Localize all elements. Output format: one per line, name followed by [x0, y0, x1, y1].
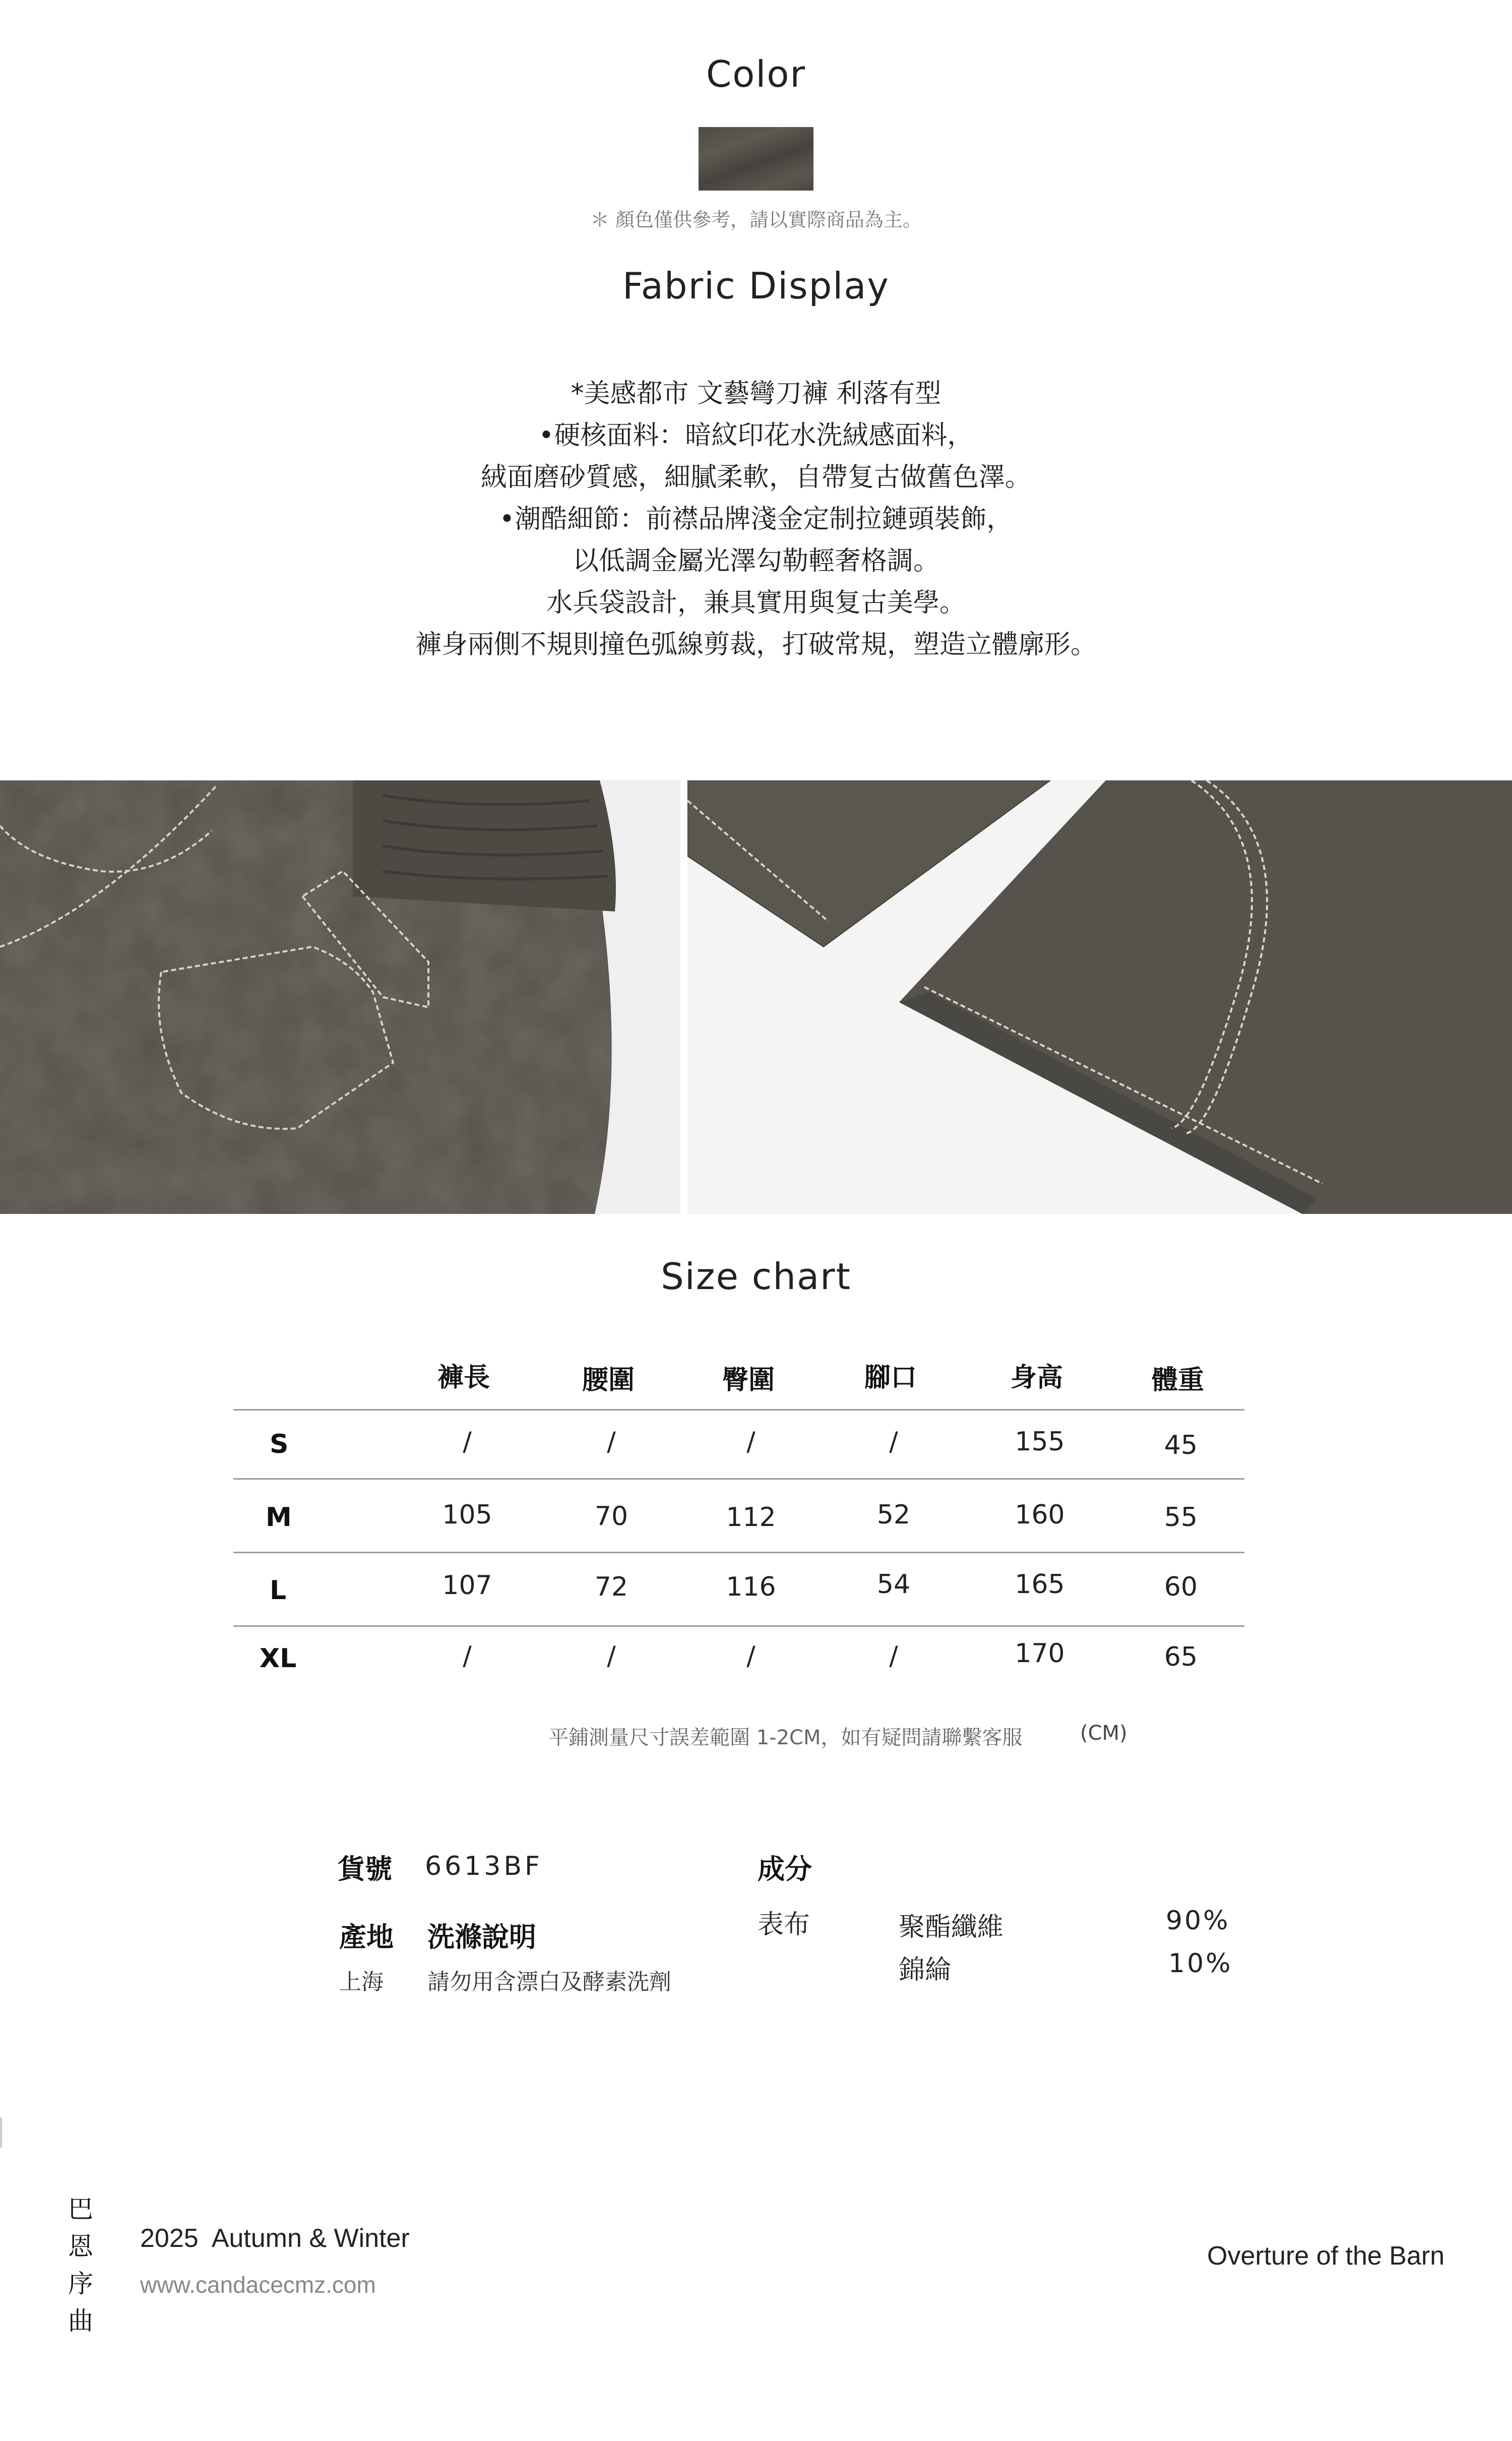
header-weight: 體重: [1152, 1365, 1205, 1395]
table-cell: /: [889, 1641, 898, 1671]
header-waist: 腰圍: [582, 1365, 635, 1395]
sku-value: 6613BF: [425, 1851, 543, 1881]
color-note: ＊ 顏色僅供參考，請以實際商品為主。: [590, 209, 922, 231]
collection-name: Overture of the Barn: [1207, 2241, 1445, 2271]
description-line: •硬核面料：暗紋印花水洗絨感面料，: [538, 420, 974, 451]
color-swatch: [699, 127, 813, 191]
origin-value: 上海: [339, 1969, 384, 1995]
origin-label: 產地: [339, 1921, 394, 1953]
composition-label: 成分: [758, 1853, 812, 1885]
description-line: *美感都市 文藝彎刀褲 利落有型: [571, 379, 941, 409]
sku-label: 貨號: [338, 1853, 392, 1885]
table-cell: 116: [726, 1572, 776, 1602]
table-divider: [233, 1478, 1244, 1480]
table-cell: /: [463, 1641, 472, 1671]
description-line: •潮酷細節：前襟品牌淺金定制拉鏈頭裝飾，: [499, 504, 1013, 534]
unit-label: (CM): [1080, 1722, 1127, 1745]
size-chart-title: Size chart: [661, 1255, 851, 1298]
fabric-description: [0, 373, 1512, 666]
description-line: 以低調金屬光澤勾勒輕奢格調。: [572, 546, 939, 576]
table-cell: 72: [594, 1572, 628, 1602]
header-hip: 臀圍: [722, 1365, 775, 1395]
description-line: 水兵袋設計，兼具實用與复古美學。: [546, 588, 966, 618]
size-label-xl: XL: [260, 1643, 297, 1674]
color-title: Color: [706, 53, 806, 95]
size-label-l: L: [270, 1575, 287, 1606]
table-cell: 155: [1015, 1427, 1065, 1457]
table-divider: [233, 1552, 1244, 1553]
header-pants-length: 褲長: [437, 1363, 490, 1393]
size-label-m: M: [266, 1502, 292, 1533]
table-cell: 45: [1164, 1430, 1198, 1460]
brand-char: 序: [68, 2269, 93, 2298]
table-cell: 107: [442, 1570, 492, 1601]
table-cell: 70: [594, 1501, 628, 1532]
care-value: 請勿用含漂白及酵素洗劑: [427, 1969, 671, 1995]
measurement-note: 平鋪測量尺寸誤差範圍 1-2CM，如有疑問請聯繫客服: [548, 1726, 1023, 1749]
website-link[interactable]: www.candacecmz.com: [140, 2272, 376, 2298]
table-cell: 170: [1015, 1638, 1065, 1669]
material-percent: 10%: [1168, 1948, 1233, 1979]
description-line: 絨面磨砂質感，細膩柔軟，自帶复古做舊色澤。: [480, 462, 1031, 493]
table-cell: 165: [1015, 1569, 1065, 1600]
table-cell: 105: [442, 1500, 492, 1530]
table-cell: 52: [876, 1500, 911, 1530]
description-line: 褲身兩側不規則撞色弧線剪裁，打破常規，塑造立體廓形。: [415, 630, 1097, 660]
care-label: 洗滌說明: [427, 1921, 536, 1953]
fabric-title: Fabric Display: [622, 265, 890, 307]
table-cell: /: [746, 1427, 755, 1457]
season-label: 2025 Autumn & Winter: [140, 2224, 410, 2253]
brand-char: 恩: [68, 2232, 93, 2261]
brand-vertical: [66, 2190, 96, 2340]
table-cell: 160: [1015, 1500, 1065, 1530]
table-cell: /: [607, 1641, 616, 1671]
edge-mark: [0, 2117, 2, 2148]
table-cell: 55: [1164, 1502, 1198, 1533]
brand-char: 曲: [68, 2306, 93, 2336]
table-cell: /: [746, 1641, 755, 1671]
table-cell: /: [889, 1427, 898, 1457]
table-divider: [233, 1625, 1244, 1627]
table-cell: 65: [1164, 1642, 1198, 1672]
material-name: 聚酯纖維: [899, 1912, 1004, 1942]
fabric-label: 表布: [758, 1910, 810, 1940]
fabric-photo-hem: [687, 780, 1512, 1214]
table-cell: 112: [726, 1502, 776, 1533]
table-divider: [233, 1409, 1244, 1411]
table-cell: 60: [1164, 1572, 1198, 1602]
fabric-photo-pocket: [0, 780, 680, 1214]
table-cell: /: [463, 1427, 472, 1457]
material-percent: 90%: [1166, 1906, 1230, 1936]
size-label-s: S: [270, 1429, 289, 1459]
brand-char: 巴: [68, 2194, 93, 2224]
header-height: 身高: [1011, 1363, 1063, 1393]
table-cell: /: [607, 1427, 616, 1457]
header-hem: 腳口: [864, 1363, 917, 1393]
table-cell: 54: [876, 1569, 911, 1600]
material-name: 錦綸: [899, 1955, 952, 1985]
